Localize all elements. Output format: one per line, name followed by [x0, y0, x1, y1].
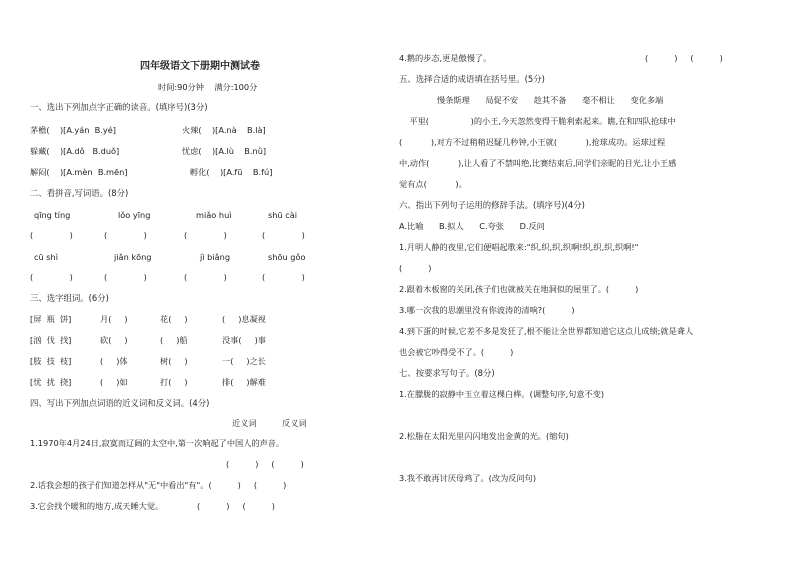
s6-question-3: 3.哪一次我的思潮里没有你波涛的清响?( ): [399, 305, 575, 315]
s4-question-4-blanks[interactable]: ( ) ( ): [645, 53, 723, 63]
s1-item: 茅檐( )[A.yán B.yé]: [30, 125, 116, 135]
s1-item: 火辣( )[A.nà B.là]: [182, 125, 266, 135]
s6-question-2: 2.跟着木板窗的关闭,孩子们也就被关在地洞似的屋里了。( ): [399, 284, 639, 294]
s4-question-1-blanks[interactable]: ( ) ( ): [226, 459, 304, 469]
word-blank[interactable]: 排( )解难: [222, 377, 266, 387]
s6-question-4-line2: 也会被它吵得受不了。( ): [399, 347, 514, 357]
col-anti-label: 反义词: [282, 418, 307, 428]
s7-question-2: 2.松脂在太阳光里闪闪地发出金黄的光。(缩句): [399, 431, 569, 441]
section-4-heading: 四、写出下列加点词语的近义词和反义词。(4分): [30, 398, 210, 408]
word-blank[interactable]: 一( )之长: [222, 356, 266, 366]
word-blank[interactable]: 打( ): [160, 377, 188, 387]
section-6-heading: 六、指出下列句子运用的修辞手法。(填序号)(4分): [399, 200, 585, 210]
s4-question-4: 4.鹅的步态,更是傲慢了。: [399, 53, 492, 63]
answer-blank[interactable]: ( ): [30, 230, 73, 240]
s5-paragraph-line: 中,动作( ),让人看了不禁叫绝,比赛结束后,同学们亲昵的目光,让小王感: [399, 158, 677, 168]
word-blank[interactable]: 树( ): [160, 356, 188, 366]
s7-question-1: 1.在朦胧的寂静中玉立着这棵白桦。(调整句序,句意不变): [399, 389, 605, 399]
word-blank[interactable]: 没事( )事: [222, 335, 266, 345]
s5-paragraph-line: 觉有点( )。: [399, 179, 467, 189]
word-blank[interactable]: 月( ): [100, 314, 128, 324]
char-group: [汹 伐 找]: [30, 335, 72, 345]
word-blank[interactable]: ( )如: [100, 377, 128, 387]
char-group: [屏 瓶 饼]: [30, 314, 72, 324]
answer-blank[interactable]: ( ): [184, 272, 227, 282]
s4-question-2: 2.话我会想的孩子们知道怎样从"无"中看出"有"。( ) ( ): [30, 480, 287, 490]
page-title: 四年级语文下册期中测试卷: [140, 61, 260, 72]
pinyin-label: jiǎn kōng: [114, 252, 152, 262]
s1-item: 孵化( )[A.fū B.fú]: [190, 167, 273, 177]
s5-paragraph-line: ( ),对方不过稍稍迟疑几秒钟,小王就( ),抢球成功。运球过程: [399, 137, 666, 147]
idiom-options: 慢条斯理 局促不安 趁其不备 毫不相让 变化多端: [437, 95, 664, 105]
word-blank[interactable]: ( )息凝视: [222, 314, 266, 324]
pinyin-label: shōu gǒo: [268, 252, 306, 262]
word-blank[interactable]: ( )体: [100, 356, 128, 366]
answer-blank[interactable]: ( ): [104, 272, 147, 282]
s4-question-1: 1.1970年4月24日,寂寞而辽阔的太空中,第一次响起了中国人的声音。: [30, 438, 285, 448]
s7-question-3: 3.我不敢再讨厌母鸡了。(改为反问句): [399, 473, 537, 483]
exam-subtitle: 时间:90分钟 满分:100分: [158, 82, 258, 92]
col-near-label: 近义词: [232, 418, 257, 428]
rhetoric-options: A.比喻 B.拟人 C.夸张 D.反问: [399, 221, 545, 231]
char-group: [忧 扰 挠]: [30, 377, 72, 387]
s1-item: 躲藏( )[A.dǒ B.duǒ]: [30, 146, 120, 156]
section-7-heading: 七、按要求写句子。(8分): [399, 368, 495, 378]
answer-blank[interactable]: ( ): [184, 230, 227, 240]
s1-item: 解闷( )[A.mèn B.mēn]: [30, 167, 128, 177]
s6-question-1-blank[interactable]: ( ): [399, 263, 432, 273]
section-5-heading: 五、选择合适的成语填在括号里。(5分): [399, 74, 545, 84]
s1-item: 忧虑( )[A.lù B.nǜ]: [182, 146, 267, 156]
pinyin-label: qīng tíng: [34, 210, 71, 220]
s6-question-4-line1: 4.到下蛋的时候,它差不多是发狂了,根不能让全世界都知道它这点儿成绩;就是聋人: [399, 326, 694, 336]
answer-blank[interactable]: ( ): [104, 230, 147, 240]
s6-question-1: 1.月明人静的夜里,它们便唱起歌来:"织,织,织,织啊!织,织,织,织啊!": [399, 242, 639, 252]
s4-question-3: 3.它会找个暖和的地方,成天睡大觉。 ( ) ( ): [30, 501, 275, 511]
pinyin-label: jì biǎng: [200, 252, 231, 262]
s5-paragraph-line: 平里( )的小王,今天忽然变得干脆利索起来。瞧,在和四队抢球中: [399, 116, 676, 126]
answer-blank[interactable]: ( ): [30, 272, 73, 282]
word-blank[interactable]: 花( ): [160, 314, 188, 324]
char-group: [肢 技 枝]: [30, 356, 72, 366]
right-column: [397, 0, 794, 562]
word-blank[interactable]: ( )船: [160, 335, 188, 345]
section-1-heading: 一、选出下列加点字正确的读音。(填序号)(3分): [30, 102, 208, 112]
section-3-heading: 三、选字组词。(6分): [30, 293, 109, 303]
answer-blank[interactable]: ( ): [262, 272, 305, 282]
pinyin-label: shū cài: [268, 210, 298, 220]
section-2-heading: 二、看拼音,写词语。(8分): [30, 188, 129, 198]
answer-blank[interactable]: ( ): [262, 230, 305, 240]
pinyin-label: cū shì: [34, 252, 59, 262]
pinyin-label: miǎo huì: [196, 210, 232, 220]
word-blank[interactable]: 砍( ): [100, 335, 128, 345]
pinyin-label: lǒo yīng: [118, 210, 151, 220]
